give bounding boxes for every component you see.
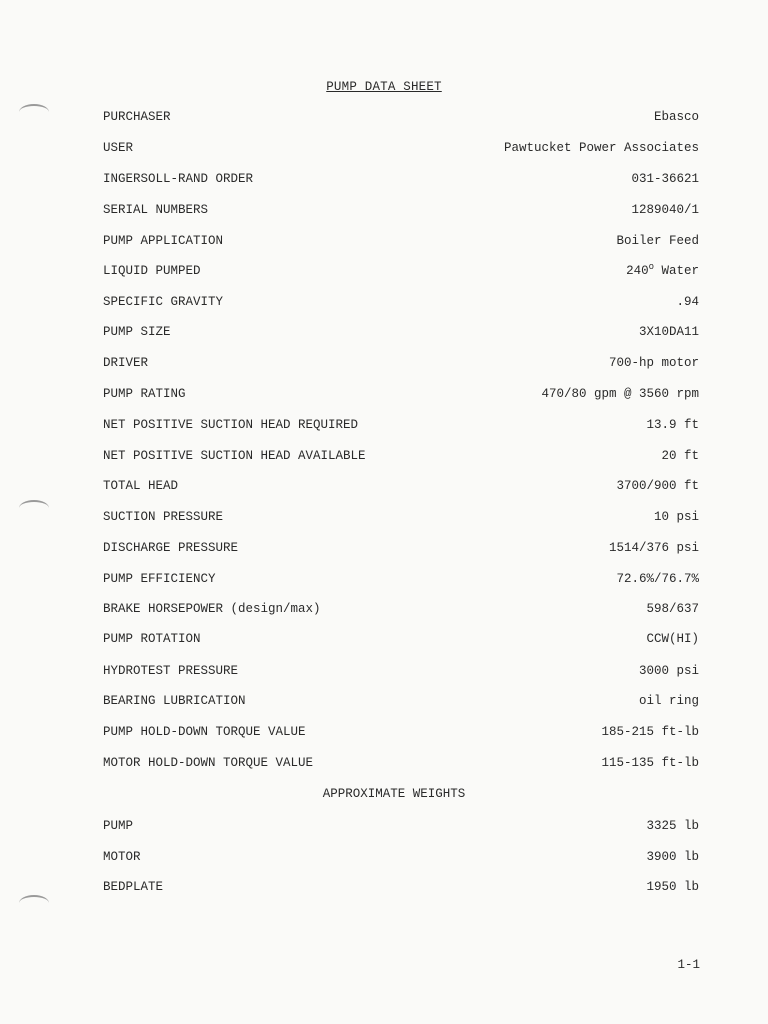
row-label: PUMP SIZE [103, 325, 171, 339]
row-label: DRIVER [103, 356, 149, 370]
row-label: PUMP ROTATION [103, 632, 201, 646]
row-value: 3900 lb [646, 850, 699, 864]
data-row-serial-numbers [103, 203, 699, 221]
row-label: PUMP [103, 819, 134, 833]
page-title: PUMP DATA SHEET [326, 80, 442, 94]
data-row-motor-torque [103, 756, 699, 774]
row-label: LIQUID PUMPED [103, 264, 201, 278]
row-value: 72.6%/76.7% [616, 572, 699, 586]
data-row-pump-rotation [103, 632, 699, 650]
data-row-bearing-lubrication [103, 694, 699, 712]
data-row-order [103, 172, 699, 190]
weight-row-bedplate [103, 880, 699, 898]
row-label: INGERSOLL-RAND ORDER [103, 172, 254, 186]
data-row-pump-efficiency [103, 572, 699, 590]
data-row-driver [103, 356, 699, 374]
row-label: BEDPLATE [103, 880, 164, 894]
data-row-specific-gravity [103, 295, 699, 313]
row-value: 3000 psi [638, 664, 699, 678]
row-label: PUMP RATING [103, 387, 186, 401]
row-value [626, 261, 699, 278]
row-value: Ebasco [653, 110, 699, 124]
liquid-temperature: 240 [626, 264, 649, 278]
row-value: 3700/900 ft [616, 479, 699, 493]
data-row-pump-rating [103, 387, 699, 405]
row-value: 13.9 ft [646, 418, 699, 432]
row-label: SERIAL NUMBERS [103, 203, 209, 217]
row-value: 598/637 [646, 602, 699, 616]
data-row-user [103, 141, 699, 159]
data-row-discharge-pressure [103, 541, 699, 559]
binder-hole-mark [19, 895, 49, 911]
weight-row-motor [103, 850, 699, 868]
row-label: MOTOR [103, 850, 141, 864]
row-label: PURCHASER [103, 110, 171, 124]
page-number: 1-1 [677, 958, 700, 972]
liquid-name: Water [653, 264, 699, 278]
row-label: SUCTION PRESSURE [103, 510, 224, 524]
row-value: 031-36621 [631, 172, 699, 186]
row-value: 470/80 gpm @ 3560 rpm [541, 387, 699, 401]
row-value: Pawtucket Power Associates [503, 141, 699, 155]
degree-mark: o [648, 261, 654, 272]
data-row-pump-size [103, 325, 699, 343]
row-value: 3X10DA11 [638, 325, 699, 339]
binder-hole-mark [19, 104, 49, 120]
row-label: USER [103, 141, 134, 155]
data-row-suction-pressure [103, 510, 699, 528]
row-label: BEARING LUBRICATION [103, 694, 246, 708]
row-value: 1514/376 psi [608, 541, 699, 555]
data-row-npsh-available [103, 449, 699, 467]
row-value: 20 ft [661, 449, 699, 463]
binder-hole-mark [19, 500, 49, 516]
data-row-pump-application [103, 234, 699, 252]
data-row-pump-torque [103, 725, 699, 743]
data-row-total-head [103, 479, 699, 497]
row-label: SPECIFIC GRAVITY [103, 295, 224, 309]
data-row-hydrotest-pressure [103, 664, 699, 682]
data-row-purchaser [103, 110, 699, 128]
weights-heading: APPROXIMATE WEIGHTS [322, 787, 466, 801]
row-label: TOTAL HEAD [103, 479, 179, 493]
row-label: DISCHARGE PRESSURE [103, 541, 239, 555]
row-value: 185-215 ft-lb [601, 725, 699, 739]
row-value: 3325 lb [646, 819, 699, 833]
row-value: 1289040/1 [631, 203, 699, 217]
row-value: .94 [676, 295, 699, 309]
data-row-liquid-pumped [103, 261, 699, 282]
row-value: CCW(HI) [646, 632, 699, 646]
row-value: Boiler Feed [616, 234, 699, 248]
row-label: NET POSITIVE SUCTION HEAD AVAILABLE [103, 449, 366, 463]
row-label: PUMP EFFICIENCY [103, 572, 216, 586]
row-value: 1950 lb [646, 880, 699, 894]
row-label: PUMP APPLICATION [103, 234, 224, 248]
data-row-npsh-required [103, 418, 699, 436]
weight-row-pump [103, 819, 699, 837]
row-label: MOTOR HOLD-DOWN TORQUE VALUE [103, 756, 314, 770]
row-value: 700-hp motor [608, 356, 699, 370]
row-label: PUMP HOLD-DOWN TORQUE VALUE [103, 725, 306, 739]
data-row-brake-horsepower [103, 602, 699, 620]
row-label: NET POSITIVE SUCTION HEAD REQUIRED [103, 418, 359, 432]
row-value: oil ring [638, 694, 699, 708]
row-label: HYDROTEST PRESSURE [103, 664, 239, 678]
row-label: BRAKE HORSEPOWER (design/max) [103, 602, 321, 616]
row-value: 115-135 ft-lb [601, 756, 699, 770]
row-value: 10 psi [653, 510, 699, 524]
